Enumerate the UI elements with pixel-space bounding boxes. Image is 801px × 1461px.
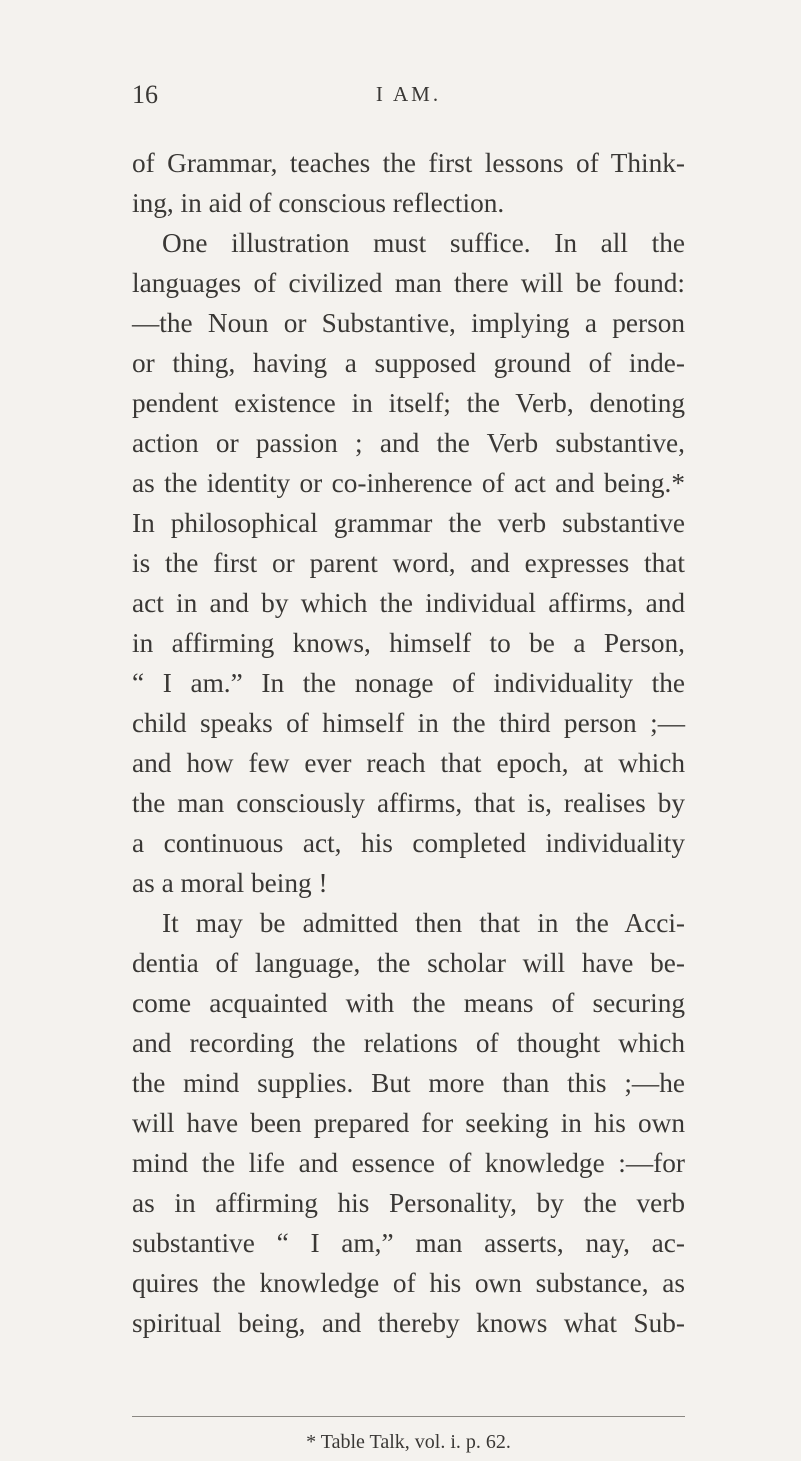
- text-line: a continuous act, his completed individuality: [132, 828, 685, 858]
- text-line: mind the life and essence of knowledge :—for: [132, 1148, 685, 1178]
- running-head: [132, 80, 685, 116]
- text-line: “ I am.” In the nonage of individuality the: [132, 668, 685, 698]
- text-line: will have been prepared for seeking in his own: [132, 1108, 685, 1138]
- page-number: 16: [132, 80, 158, 109]
- text-line: In philosophical grammar the verb substantive: [132, 508, 685, 538]
- text-line: substantive “ I am,” man asserts, nay, ac-: [132, 1228, 685, 1258]
- text-line: or thing, having a supposed ground of inde-: [132, 348, 685, 378]
- running-title: I AM.: [375, 82, 442, 106]
- text-line: the man consciously affirms, that is, realises by: [132, 788, 685, 818]
- text-line: One illustration must suffice. In all the: [162, 228, 685, 258]
- text-line: in affirming knows, himself to be a Person,: [132, 628, 685, 658]
- body-text: [132, 143, 685, 1343]
- text-line: action or passion ; and the Verb substantive,: [132, 428, 685, 458]
- text-line: spiritual being, and thereby knows what Sub-: [132, 1308, 685, 1338]
- text-line: It may be admitted then that in the Acci-: [162, 908, 685, 938]
- text-line: as a moral being !: [132, 868, 328, 898]
- text-line: come acquainted with the means of securing: [132, 988, 685, 1018]
- text-line: child speaks of himself in the third person ;—: [132, 708, 685, 738]
- text-line: languages of civilized man there will be found:: [132, 268, 685, 298]
- footnote: * Table Talk, vol. i. p. 62.: [306, 1431, 511, 1453]
- footnote-rule: [132, 1416, 685, 1417]
- text-line: act in and by which the individual affirms, and: [132, 588, 685, 618]
- text-line: of Grammar, teaches the first lessons of Think-: [132, 148, 685, 178]
- text-line: pendent existence in itself; the Verb, denoting: [132, 388, 685, 418]
- text-line: quires the knowledge of his own substance, as: [132, 1268, 685, 1298]
- text-line: dentia of language, the scholar will have be-: [132, 948, 685, 978]
- text-line: and how few ever reach that epoch, at which: [132, 748, 685, 778]
- text-line: and recording the relations of thought which: [132, 1028, 685, 1058]
- text-line: —the Noun or Substantive, implying a person: [132, 308, 685, 338]
- text-line: is the first or parent word, and expresses that: [132, 548, 685, 578]
- text-line: ing, in aid of conscious reflection.: [132, 188, 505, 218]
- text-line: the mind supplies. But more than this ;—he: [132, 1068, 685, 1098]
- text-line: as in affirming his Personality, by the verb: [132, 1188, 685, 1218]
- text-line: as the identity or co-inherence of act and being.*: [132, 468, 685, 498]
